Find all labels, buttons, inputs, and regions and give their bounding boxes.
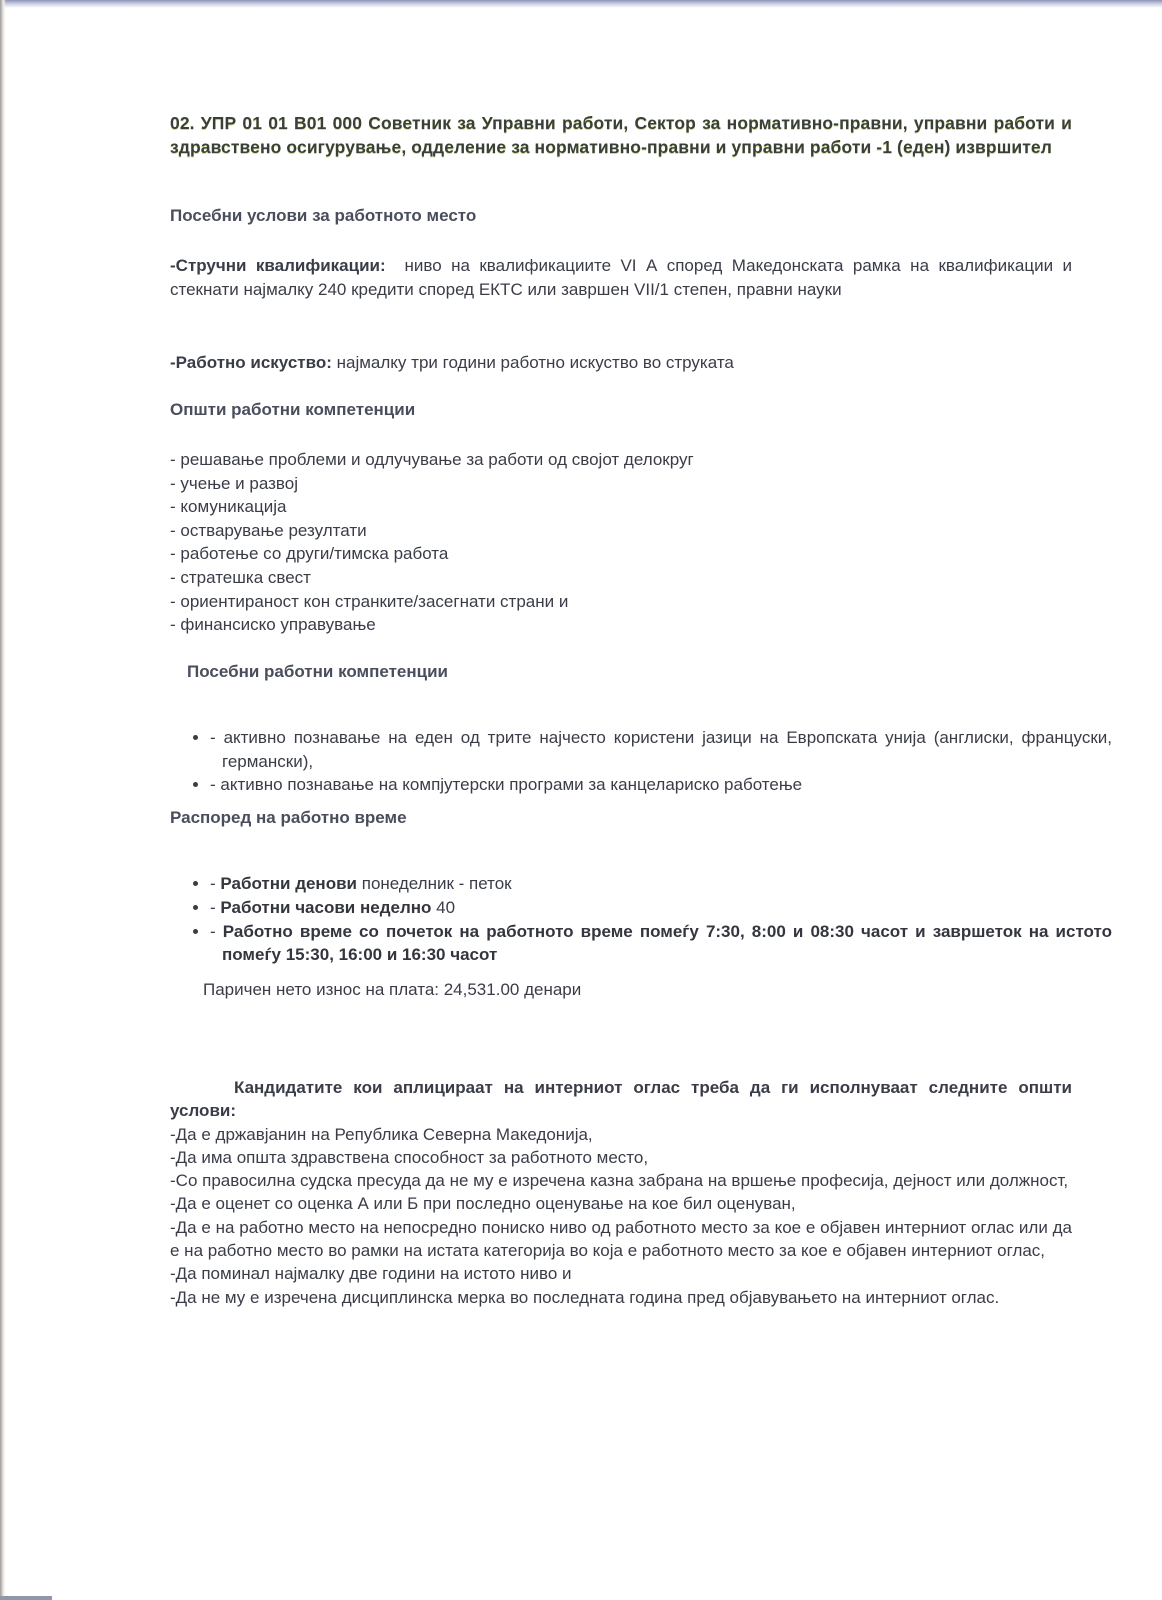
condition-item: -Да е на работно место на непосредно пониско ниво од работното место за кое е објавен интерниот оглас или да е на работно место во рамки на истата категорија во која е работното место за кое е објавен интерниот оглас, [170, 1217, 1072, 1261]
qualifications-label: -Стручни квалификации: [170, 256, 386, 275]
list-item: - ориентираност кон странките/засегнати страни и [170, 591, 569, 611]
list-item: - комуникација [170, 497, 287, 517]
condition-item: -Со правосилна судска пресуда да не му е изречена казна забрана на вршење професија, дејност или должност, [170, 1171, 1069, 1191]
experience-label: -Работно искуство: [170, 353, 332, 372]
scan-edge-bottom [0, 1596, 52, 1600]
qualifications-paragraph [170, 254, 1072, 301]
salary-line: Паричен нето износ на плата: 24,531.00 денари [203, 980, 582, 999]
list-item: - работење со други/тимска работа [170, 544, 449, 564]
special-conditions-heading: Посебни услови за работното место [170, 206, 477, 225]
scan-edge-left [0, 0, 6, 1600]
condition-item: -Да е државјанин на Република Северна Македонија, [170, 1124, 593, 1144]
special-competencies-heading: Посебни работни компетенции [187, 662, 448, 681]
condition-item: -Да е оценет со оценка А или Б при последно оценување на кое бил оценуван, [170, 1194, 796, 1214]
scan-edge-top [0, 0, 1162, 8]
list-item: - стратешка свест [170, 567, 311, 587]
experience-paragraph [170, 351, 1072, 375]
list-item: • - активно познавање на еден од трите најчесто користени јазици на Европската унија (англиски, француски, германски), [210, 726, 1112, 773]
condition-item: -Да има општа здравствена способност за работното место, [170, 1147, 649, 1167]
position-title: 02. УПР 01 01 В01 000 Советник за Управни работи, Сектор за нормативно-правни, управни работи и здравствено осигурување, одделение за нормативно-правни и управни работи -1 (еден) извршител [170, 113, 1072, 157]
schedule-heading: Распоред на работно време [170, 808, 407, 827]
schedule-item-days: • - Работни денови понеделник - петок [210, 872, 1112, 896]
schedule-item-time: • - Работно време со почеток на работното време помеѓу 7:30, 8:00 и 08:30 часот и завршеток на истото помеѓу 15:30, 16:00 и 16:30 часот [210, 920, 1112, 968]
schedule-list [170, 872, 1112, 967]
general-conditions-section [170, 1076, 1072, 1309]
experience-text: најмалку три години работно искуство во струката [336, 353, 734, 372]
list-item: - учење и развој [170, 473, 298, 493]
condition-item: -Да поминал најмалку две години на истото ниво и [170, 1264, 572, 1284]
list-item: - остварување резултати [170, 520, 367, 540]
general-competencies-heading: Општи работни компетенции [170, 400, 416, 419]
condition-item: -Да не му е изречена дисциплинска мерка во последната година пред објавувањето на интерниот оглас. [170, 1287, 1000, 1307]
general-competencies-list [170, 448, 1072, 637]
general-conditions-lead: Кандидатите кои аплицираат на интерниот оглас треба да ги исполнуваат следните општи услови: [170, 1078, 1072, 1121]
qualifications-text: ниво на квалификациите VI А според Македонската рамка на квалификации и стекнати најмалку 240 кредити според ЕКТС или завршен VII/1 степен, правни науки [170, 256, 1072, 299]
list-item: - финансиско управување [170, 615, 376, 635]
schedule-item-hours: • - Работни часови неделно 40 [210, 896, 1112, 920]
list-item: • - активно познавање на компјутерски програми за канцелариско работење [210, 773, 1112, 797]
list-item: - решавање проблеми и одлучување за работи од својот делокруг [170, 450, 694, 469]
special-competencies-list [170, 726, 1112, 797]
